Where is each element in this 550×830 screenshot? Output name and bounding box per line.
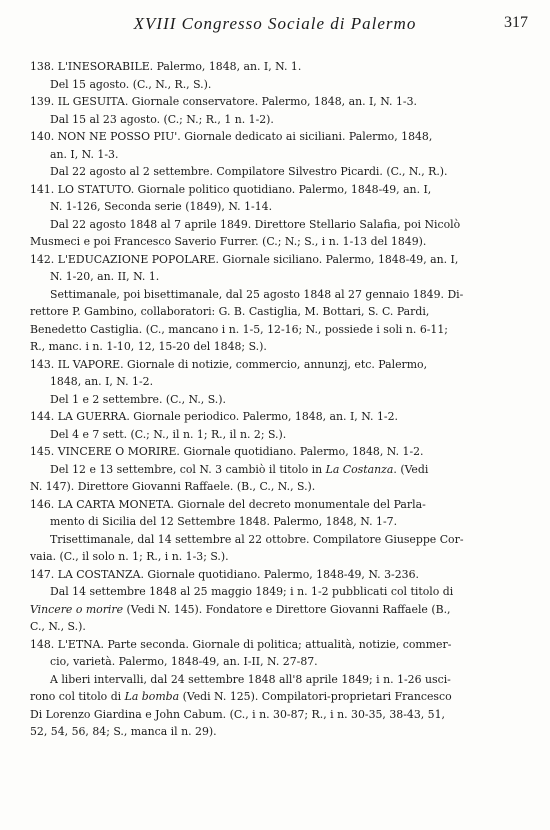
entry-line: 52, 54, 56, 84; S., manca il n. 29). <box>30 725 217 738</box>
entry-line: Del 12 e 13 settembre, col N. 3 cambiò il titolo in La Costanza. (Vedi <box>50 462 429 476</box>
entry-line: 148. L'ETNA. Parte seconda. Giornale di politica; attualità, notizie, commer- <box>30 637 452 651</box>
entry-line: 144. LA GUERRA. Giornale periodico. Palermo, 1848, an. I, N. 1-2. <box>30 410 398 423</box>
catalog-entry <box>30 496 526 566</box>
entry-line: mento di Sicilia del 12 Settembre 1848. Palermo, 1848, N. 1-7. <box>50 515 398 528</box>
running-title: XVIII Congresso Sociale di Palermo <box>133 14 417 33</box>
entry-line: Del 4 e 7 sett. (C.; N., il n. 1; R., il n. 2; S.). <box>50 427 287 441</box>
entry-line: Dal 22 agosto al 2 settembre. Compilatore Silvestro Picardi. (C., N., R.). <box>50 165 448 178</box>
entry-line: Benedetto Castiglia. (C., mancano i n. 1-5, 12-16; N., possiede i soli n. 6-11; <box>30 322 448 336</box>
running-header <box>0 10 550 36</box>
entry-line: N. 1-126, Seconda serie (1849), N. 1-14. <box>50 200 273 213</box>
catalog-entry <box>30 181 526 251</box>
catalog-entry <box>30 566 526 636</box>
catalog-entry <box>30 636 526 741</box>
entry-line: Musmeci e poi Francesco Saverio Furrer. (C.; N.; S., i n. 1-13 del 1849). <box>30 235 427 248</box>
entry-line: 145. VINCERE O MORIRE. Giornale quotidiano. Palermo, 1848, N. 1-2. <box>30 445 424 458</box>
catalog-entry <box>30 356 526 409</box>
entry-line: rettore P. Gambino, collaboratori: G. B. Castiglia, M. Bottari, S. C. Pardi, <box>30 305 430 318</box>
catalog-list <box>30 58 526 741</box>
entry-line: 138. L'INESORABILE. Palermo, 1848, an. I, N. 1. <box>30 60 302 73</box>
entry-line: Trisettimanale, dal 14 settembre al 22 ottobre. Compilatore Giuseppe Cor- <box>50 532 464 546</box>
entry-line: N. 147). Direttore Giovanni Raffaele. (B., C., N., S.). <box>30 480 316 493</box>
entry-line: Del 15 agosto. (C., N., R., S.). <box>50 77 212 91</box>
entry-line: 140. NON NE POSSO PIU'. Giornale dedicato ai siciliani. Palermo, 1848, <box>30 130 433 143</box>
page-number: 317 <box>504 14 528 31</box>
entry-line: rono col titolo di La bomba (Vedi N. 125). Compilatori-proprietari Francesco <box>30 690 452 703</box>
entry-line: 147. LA COSTANZA. Giornale quotidiano. Palermo, 1848-49, N. 3-236. <box>30 567 419 581</box>
entry-line: N. 1-20, an. II, N. 1. <box>50 270 160 283</box>
entry-line: Dal 22 agosto 1848 al 7 aprile 1849. Direttore Stellario Salafia, poi Nicolò <box>50 217 461 231</box>
entry-line: Settimanale, poi bisettimanale, dal 25 agosto 1848 al 27 gennaio 1849. Di- <box>50 287 464 301</box>
entry-line: 143. IL VAPORE. Giornale di notizie, commercio, annunzj, etc. Palermo, <box>30 357 428 371</box>
catalog-entry <box>30 58 526 93</box>
entry-line: Vincere o morire (Vedi N. 145). Fondatore e Direttore Giovanni Raffaele (B., <box>30 602 451 616</box>
entry-line: vaia. (C., il solo n. 1; R., i n. 1-3; S.). <box>30 550 229 563</box>
entry-line: A liberi intervalli, dal 24 settembre 1848 all'8 aprile 1849; i n. 1-26 usci- <box>50 672 451 686</box>
catalog-entry <box>30 443 526 496</box>
entry-line: R., manc. i n. 1-10, 12, 15-20 del 1848; S.). <box>30 340 267 353</box>
entry-line: 139. IL GESUITA. Giornale conservatore. Palermo, 1848, an. I, N. 1-3. <box>30 95 417 108</box>
catalog-entry <box>30 93 526 128</box>
entry-line: 141. LO STATUTO. Giornale politico quotidiano. Palermo, 1848-49, an. I, <box>30 182 432 196</box>
catalog-entry <box>30 251 526 356</box>
entry-line: an. I, N. 1-3. <box>50 147 119 161</box>
entry-line: 146. LA CARTA MONETA. Giornale del decreto monumentale del Parla- <box>30 497 426 511</box>
catalog-entry <box>30 408 526 443</box>
entry-line: cio, varietà. Palermo, 1848-49, an. I-II, N. 27-87. <box>50 655 318 668</box>
entry-line: Dal 14 settembre 1848 al 25 maggio 1849; i n. 1-2 pubblicati col titolo di <box>50 585 454 598</box>
entry-line: 1848, an. I, N. 1-2. <box>50 375 154 388</box>
entry-line: Di Lorenzo Giardina e John Cabum. (C., i n. 30-87; R., i n. 30-35, 38-43, 51, <box>30 707 445 721</box>
entry-line: 142. L'EDUCAZIONE POPOLARE. Giornale siciliano. Palermo, 1848-49, an. I, <box>30 252 459 266</box>
entry-line: Dal 15 al 23 agosto. (C.; N.; R., 1 n. 1-2). <box>50 112 274 126</box>
entry-line: C., N., S.). <box>30 620 86 633</box>
entry-line: Del 1 e 2 settembre. (C., N., S.). <box>50 392 226 406</box>
catalog-entry <box>30 128 526 181</box>
